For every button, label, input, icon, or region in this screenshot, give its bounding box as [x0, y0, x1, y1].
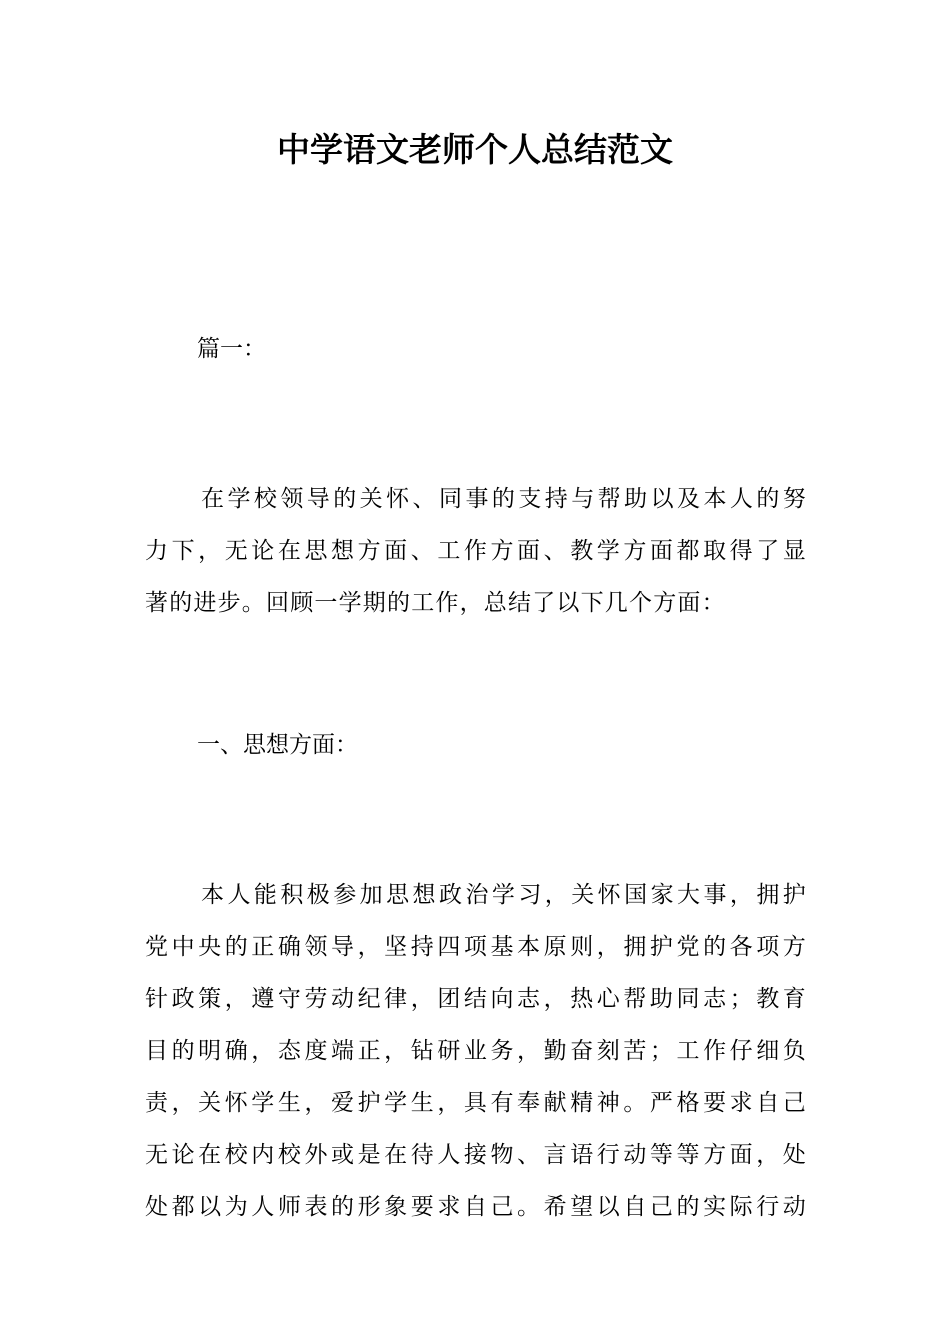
- document-title: 中学语文老师个人总结范文: [277, 130, 673, 169]
- section-label: 篇一：: [197, 336, 266, 362]
- paragraph-line: 力下，无论在思想方面、工作方面、教学方面都取得了显: [145, 538, 807, 564]
- paragraph-line: 责，关怀学生，爱护学生，具有奉献精神。严格要求自己: [145, 1090, 807, 1116]
- paragraph-line: 本人能积极参加思想政治学习，关怀国家大事，拥护: [201, 882, 807, 908]
- paragraph-line: 在学校领导的关怀、同事的支持与帮助以及本人的努: [201, 486, 807, 512]
- paragraph-line: 党中央的正确领导，坚持四项基本原则，拥护党的各项方: [145, 934, 807, 960]
- paragraph-line: 针政策，遵守劳动纪律，团结向志，热心帮助同志；教育: [145, 986, 807, 1012]
- paragraph-line: 目的明确，态度端正，钻研业务，勤奋刻苦；工作仔细负: [145, 1038, 807, 1064]
- paragraph-line: 著的进步。回顾一学期的工作，总结了以下几个方面：: [145, 590, 726, 616]
- paragraph-intro: [145, 473, 807, 629]
- paragraph-line: 处都以为人师表的形象要求自己。希望以自己的实际行动: [145, 1194, 807, 1220]
- paragraph-thought: [145, 869, 807, 1233]
- paragraph-line: 无论在校内校外或是在待人接物、言语行动等等方面，处: [145, 1142, 807, 1168]
- heading-thought: 一、思想方面：: [197, 732, 358, 758]
